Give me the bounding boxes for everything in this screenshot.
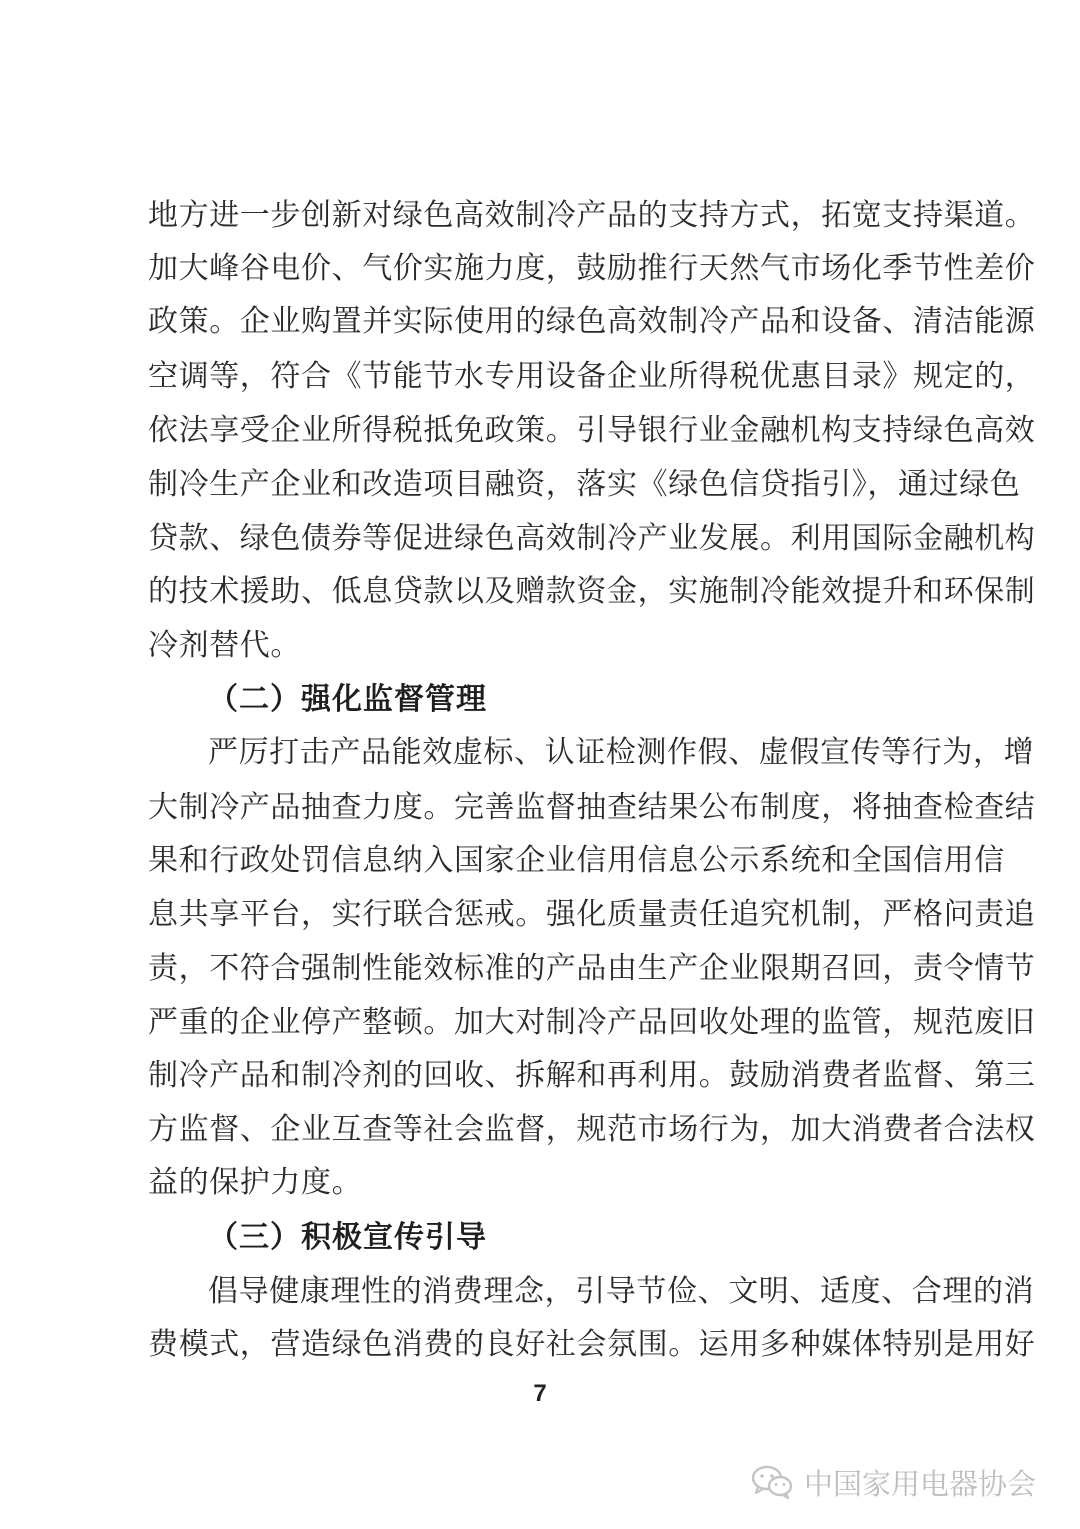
paragraph-1-line-6: 制冷生产企业和改造项目融资，落实《绿色信贷指引》，通过绿色 bbox=[148, 467, 1021, 502]
wechat-icon bbox=[750, 1464, 794, 1500]
page-number: 7 bbox=[533, 1380, 547, 1407]
watermark bbox=[750, 1460, 1036, 1504]
section-2-line-7: 制冷产品和制冷剂的回收、拆解和再利用。鼓励消费者监督、第三 bbox=[148, 1058, 1036, 1093]
section-2-line-5: 责，不符合强制性能效标准的产品由生产企业限期召回，责令情节 bbox=[148, 951, 1036, 986]
section-2-line-4: 息共享平台，实行联合惩戒。强化质量责任追究机制，严格问责追 bbox=[148, 897, 1036, 932]
paragraph-1-line-5: 依法享受企业所得税抵免政策。引导银行业金融机构支持绿色高效 bbox=[148, 413, 1036, 448]
paragraph-1-line-9: 冷剂替代。 bbox=[148, 628, 301, 663]
section-2-heading: （二）强化监督管理 bbox=[208, 682, 487, 717]
watermark-text: 中国家用电器协会 bbox=[803, 1466, 1036, 1501]
paragraph-1-line-4: 空调等，符合《节能节水专用设备企业所得税优惠目录》规定的， bbox=[148, 359, 1036, 394]
section-3-line-2: 费模式，营造绿色消费的良好社会氛围。运用多种媒体特别是用好 bbox=[148, 1327, 1036, 1362]
section-2-line-1: 严厉打击产品能效虚标、认证检测作假、虚假宣传等行为，增 bbox=[208, 735, 1035, 770]
section-3-heading: （三）积极宣传引导 bbox=[208, 1220, 487, 1255]
section-3-line-1: 倡导健康理性的消费理念，引导节俭、文明、适度、合理的消 bbox=[208, 1274, 1035, 1309]
section-2-line-2: 大制冷产品抽查力度。完善监督抽查结果公布制度，将抽查检查结 bbox=[148, 790, 1036, 825]
paragraph-1-line-3: 政策。企业购置并实际使用的绿色高效制冷产品和设备、清洁能源 bbox=[148, 304, 1036, 339]
paragraph-1-line-7: 贷款、绿色债券等促进绿色高效制冷产业发展。利用国际金融机构 bbox=[148, 521, 1036, 556]
paragraph-1-line-2: 加大峰谷电价、气价实施力度，鼓励推行天然气市场化季节性差价 bbox=[148, 251, 1036, 286]
paragraph-1-line-8: 的技术援助、低息贷款以及赠款资金，实施制冷能效提升和环保制 bbox=[148, 574, 1036, 609]
section-2-line-6: 严重的企业停产整顿。加大对制冷产品回收处理的监管，规范废旧 bbox=[148, 1005, 1036, 1040]
paragraph-1-line-1: 地方进一步创新对绿色高效制冷产品的支持方式，拓宽支持渠道。 bbox=[148, 198, 1036, 233]
section-2-line-3: 果和行政处罚信息纳入国家企业信用信息公示系统和全国信用信 bbox=[148, 843, 1005, 878]
section-2-line-9: 益的保护力度。 bbox=[148, 1165, 363, 1200]
section-2-line-8: 方监督、企业互查等社会监督，规范市场行为，加大消费者合法权 bbox=[148, 1112, 1036, 1147]
